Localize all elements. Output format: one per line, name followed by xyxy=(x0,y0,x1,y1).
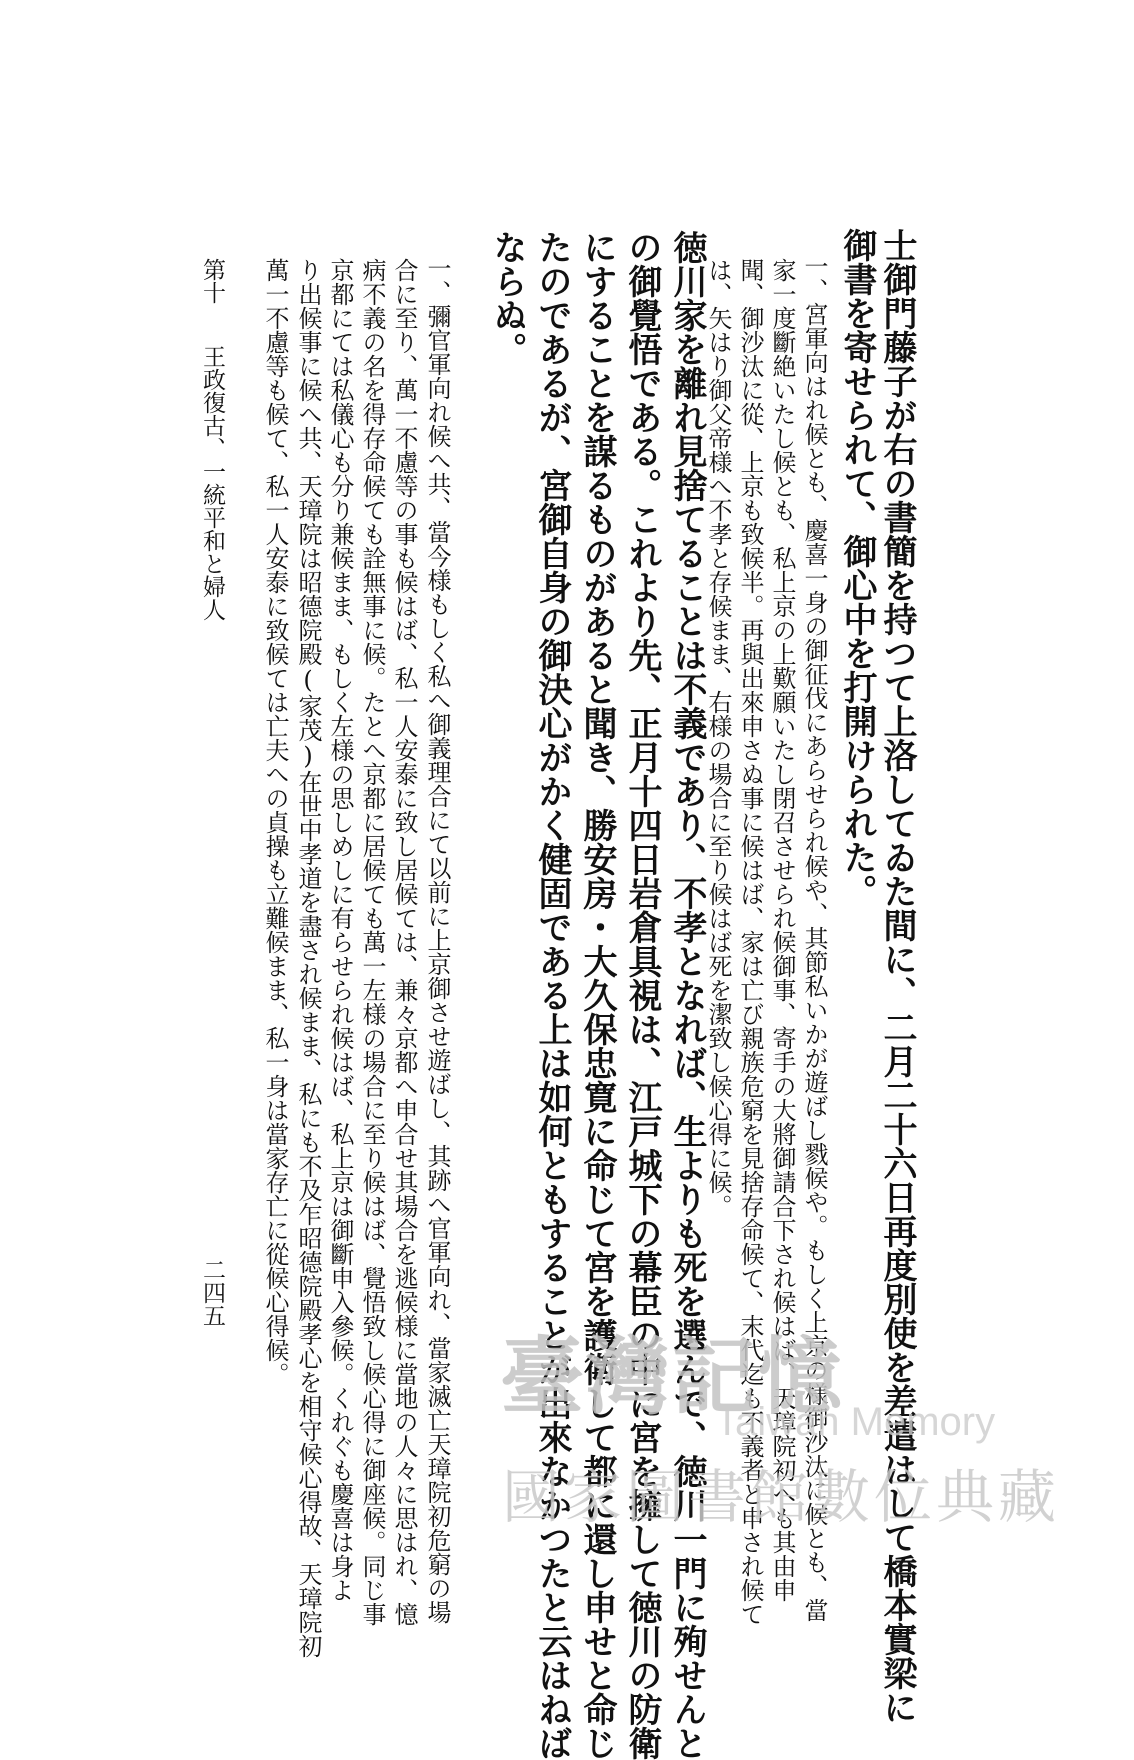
text-column-17: 萬一不慮等も候て、私一人安泰に致候ては亡夫への貞操も立難候まま、私一身は當家存亡に從候心得候。 xyxy=(261,258,289,1386)
text-column-15: 京都にては私儀心も分り兼候まま、もしく左様の思しめしに有らせられ候はば、私上京は御斷申入參候。くれぐも慶喜は身よ xyxy=(326,258,354,1602)
text-column-2: 御書を寄せられて、御心中を打開けられた。 xyxy=(837,228,877,908)
text-column-13: 合に至り、萬一不慮等の事も候はば、私一人安泰に致し居候ては、兼々京都へ申合せ其場合を逃候様に當地の人々に思はれ、憶 xyxy=(390,258,418,1626)
watermark-english: Taiwan Memory xyxy=(715,1400,996,1444)
chapter-title: 王政復古、一統平和と婦人 xyxy=(199,345,225,621)
watermark-title: 臺灣記憶 xyxy=(500,1327,845,1426)
text-column-14: 病不義の名を得存命候ても詮無事に候。たとへ京都に居候ても萬一左様の場合に至り候はば、覺悟致し候心得に御座候。同じ事 xyxy=(358,258,386,1626)
text-column-8: の御覺悟である。これより先、正月十四日岩倉具視は、江戸城下の幕臣の中に宮を擁して徳川の防衛 xyxy=(622,230,662,1760)
text-column-1: 士御門藤子が右の書簡を持つて上洛してゐた間に、二月二十六日再度別使を差遣はして橋本實梁に xyxy=(877,228,917,1724)
text-column-5: 聞、御沙汰に從、上京も致候半。再與出來申さぬ事に候はば、家は亡び親族危窮を見捨存命候て、末代迄も不義者と申され候て xyxy=(736,258,764,1626)
text-column-7: 徳川家を離れ見捨てることは不義であり、不孝となれば、生よりも死を選んで、徳川一門に殉せんと xyxy=(667,230,707,1760)
text-column-10: たのであるが、宮御自身の御決心がかく健固である上は如何ともすることが出來なかつたと云はねば xyxy=(532,230,572,1760)
watermark-subtitle: 國家圖書館數位典藏 xyxy=(502,1465,1061,1530)
text-column-6: は、矢はり御父帝様へ不孝と存候まま、右様の場合に至り候はば死を潔致し候心得に候。 xyxy=(704,258,732,1218)
page-number: 二四五 xyxy=(199,1258,225,1327)
text-column-11: ならぬ。 xyxy=(487,230,527,366)
chapter-number: 第十 xyxy=(199,258,225,304)
text-column-3: 一、宮軍向はれ候とも、慶喜一身の御征伐にあらせられ候や、其節私いかが遊ばし戮候や。もしく上京の様御沙汰に候とも、當 xyxy=(800,254,828,1622)
text-column-12: 一、彌官軍向れ候へ共、當今様もしく私へ御義理合にて以前に上京御させ遊ばし、其跡へ官軍向れ、當家滅亡天璋院初危窮の場 xyxy=(423,256,451,1624)
text-column-16: り出候事に候へ共、天璋院は昭德院殿(家茂)在世中孝道を盡され候まま、私にも不及乍昭德院殿孝心を相守候心得故、天璋院初 xyxy=(294,258,322,1658)
text-column-9: にすることを謀るものがあると聞き、勝安房・大久保忠寛に命じて宮を護衛して都に還し申せと命じ xyxy=(577,230,617,1760)
text-column-4: 家一度斷絶いたし候とも、私上京の上歎願いたし閉召させられ候御事、寄手の大將御請合下され候はば、天璋院初へも其由申 xyxy=(768,258,796,1602)
